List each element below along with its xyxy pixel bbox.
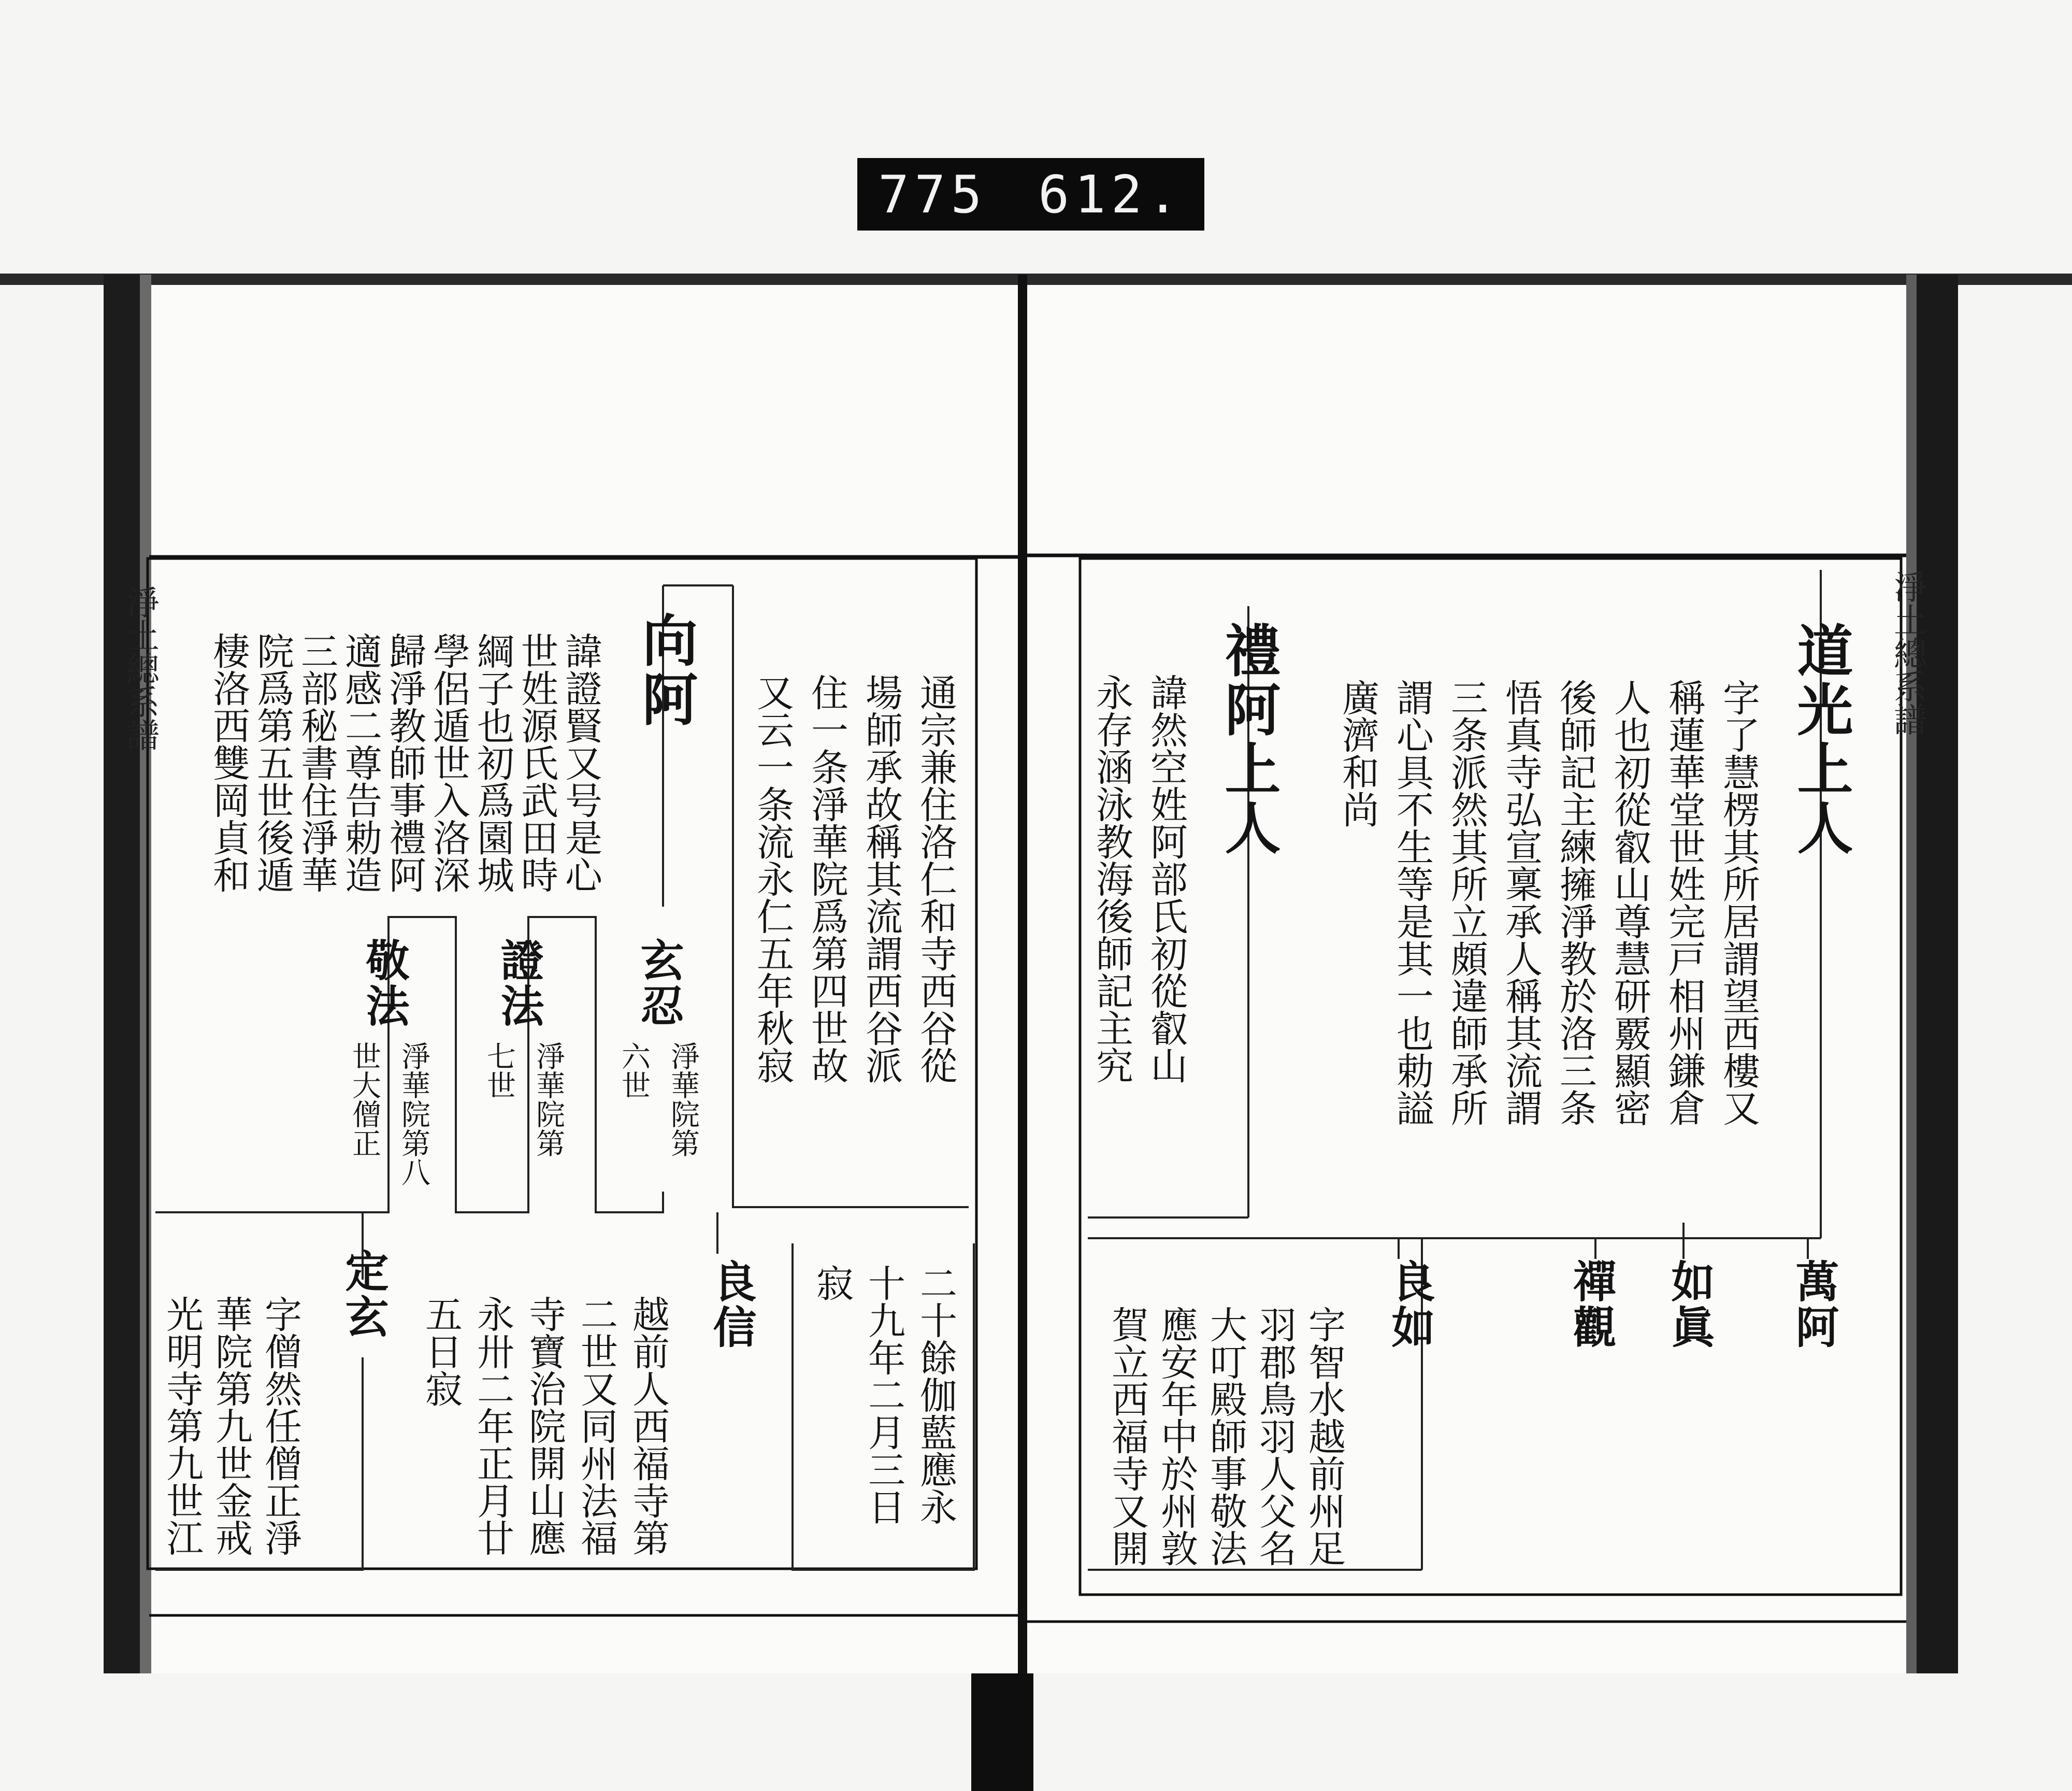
doko-bio-line-2: 稱蓮華堂世姓完戸相州鎌倉 [1662, 679, 1706, 1126]
kouka-bio-line-9: 棲洛西雙岡貞和 [207, 632, 250, 893]
disciple-man-a: 萬阿 [1789, 1259, 1840, 1350]
kouka-bio-line-2: 世姓源氏武田時 [515, 632, 558, 893]
kouka-bio-line-6: 適感二尊告勅造 [339, 632, 382, 893]
ryonyo-bio-line-2: 羽郡鳥羽人父名 [1253, 1306, 1297, 1567]
doko-bio-line-4: 後師記主練擁淨教於洛三条 [1553, 679, 1597, 1126]
shoho-heading: 證法 [494, 938, 545, 1029]
teigen-bio-line-2: 華院第九世金戒 [209, 1295, 253, 1556]
ryonyo-bio-line-1: 字智水越前州足 [1302, 1306, 1346, 1567]
ryonyo-bio-line-4: 應安年中於州敦 [1155, 1306, 1198, 1567]
kouka-heading: 向阿 [632, 611, 698, 729]
catalog-number-left: 775 [878, 164, 987, 225]
left-spine-title: 淨土總系譜 [121, 585, 159, 751]
kouka-bio-line-1: 諱證賢又号是心 [559, 632, 602, 893]
catalog-number-right: 612. [1038, 164, 1184, 225]
tsuushu-bio-line-1: 通宗兼住洛仁和寺西谷從 [914, 674, 957, 1084]
shoho-note-line-2: 七世 [482, 1041, 516, 1099]
ryoshin-bio-line-4: 永卅二年正月廿 [471, 1295, 514, 1556]
ryonyo-bio-line-3: 大叮殿師事敬法 [1204, 1306, 1247, 1567]
genshin-heading: 玄忍 [634, 938, 685, 1029]
keiho-note-line-2: 世大僧正 [348, 1041, 381, 1157]
catalog-number-label [857, 158, 1204, 231]
ryonyo-bio-line-5: 賀立西福寺又開 [1105, 1306, 1149, 1567]
doko-bio-line-5: 悟真寺弘宣稟承人稱其流謂 [1499, 679, 1543, 1126]
rei-a-heading: 禮阿上人 [1215, 622, 1280, 858]
kouka-bio-line-8: 院爲第五世後遁 [251, 632, 294, 893]
ryoshin-bio-line-3: 寺寶治院開山應 [523, 1295, 566, 1556]
genshin-note-line-2: 六世 [617, 1041, 651, 1099]
ryoshin-note-line-1: 二十餘伽藍應永 [914, 1264, 957, 1525]
doko-bio-line-3: 人也初從叡山尊慧研覈顯密 [1608, 679, 1651, 1126]
ryoshin-bio-line-2: 二世又同州法福 [574, 1295, 618, 1556]
right-binding [1917, 275, 1958, 1673]
kouka-bio-line-3: 綱子也初爲園城 [471, 632, 514, 893]
left-binding [104, 275, 140, 1673]
kouka-bio-line-5: 歸淨教師事禮阿 [383, 632, 426, 893]
doko-bio-line-1: 字了慧楞其所居謂望西樓又 [1717, 679, 1760, 1126]
genshin-note-line-1: 淨華院第 [666, 1041, 700, 1157]
center-gutter [1018, 275, 1027, 1782]
ryoshin-bio-line-5: 五日寂 [419, 1295, 463, 1407]
ryoshin-note-line-3: 寂 [810, 1264, 854, 1301]
right-spine-title: 淨土總系譜 [1888, 570, 1926, 736]
doko-bio-line-8: 廣濟和尚 [1336, 679, 1379, 828]
keiho-note-line-1: 淨華院第八 [397, 1041, 430, 1186]
tsuushu-bio-line-2: 場師承故稱其流謂西谷派 [859, 674, 903, 1084]
doko-bio-line-6: 三条派然其所立頗違師承所 [1445, 679, 1488, 1126]
ryoshin-note-line-2: 十九年二月三日 [862, 1264, 905, 1525]
kouka-bio-line-4: 學侶遁世入洛深 [427, 632, 470, 893]
rei-a-bio-line-1: 諱然空姓阿部氏初從叡山 [1144, 674, 1188, 1084]
book-top-edge [0, 274, 2072, 285]
disciple-nyoshin: 如眞 [1664, 1259, 1716, 1350]
ryoshin-heading: 良信 [706, 1259, 757, 1350]
tsuushu-bio-line-4: 又云一条流永仁五年秋寂 [751, 674, 794, 1084]
teigen-bio-line-3: 光明寺第九世江 [160, 1295, 204, 1556]
kouka-bio-line-7: 三部秘書住淨華 [295, 632, 338, 893]
ryonyo-heading: 良如 [1385, 1259, 1436, 1350]
tsuushu-bio-line-3: 住一条淨華院爲第四世故 [805, 674, 848, 1084]
rei-a-bio-line-2: 永存涵泳教海後師記主究 [1090, 674, 1133, 1084]
teigen-heading: 定玄 [338, 1249, 390, 1340]
shoho-note-line-1: 淨華院第 [531, 1041, 565, 1157]
keiho-heading: 敬法 [359, 938, 410, 1029]
doko-heading: 道光上人 [1788, 622, 1853, 858]
doko-bio-line-7: 謂心具不生等是其一也勅謚 [1390, 679, 1434, 1126]
teigen-bio-line-1: 字僧然任僧正淨 [258, 1295, 302, 1556]
ryoshin-bio-line-1: 越前人西福寺第 [626, 1295, 670, 1556]
disciple-zenkan: 禪觀 [1566, 1259, 1617, 1350]
